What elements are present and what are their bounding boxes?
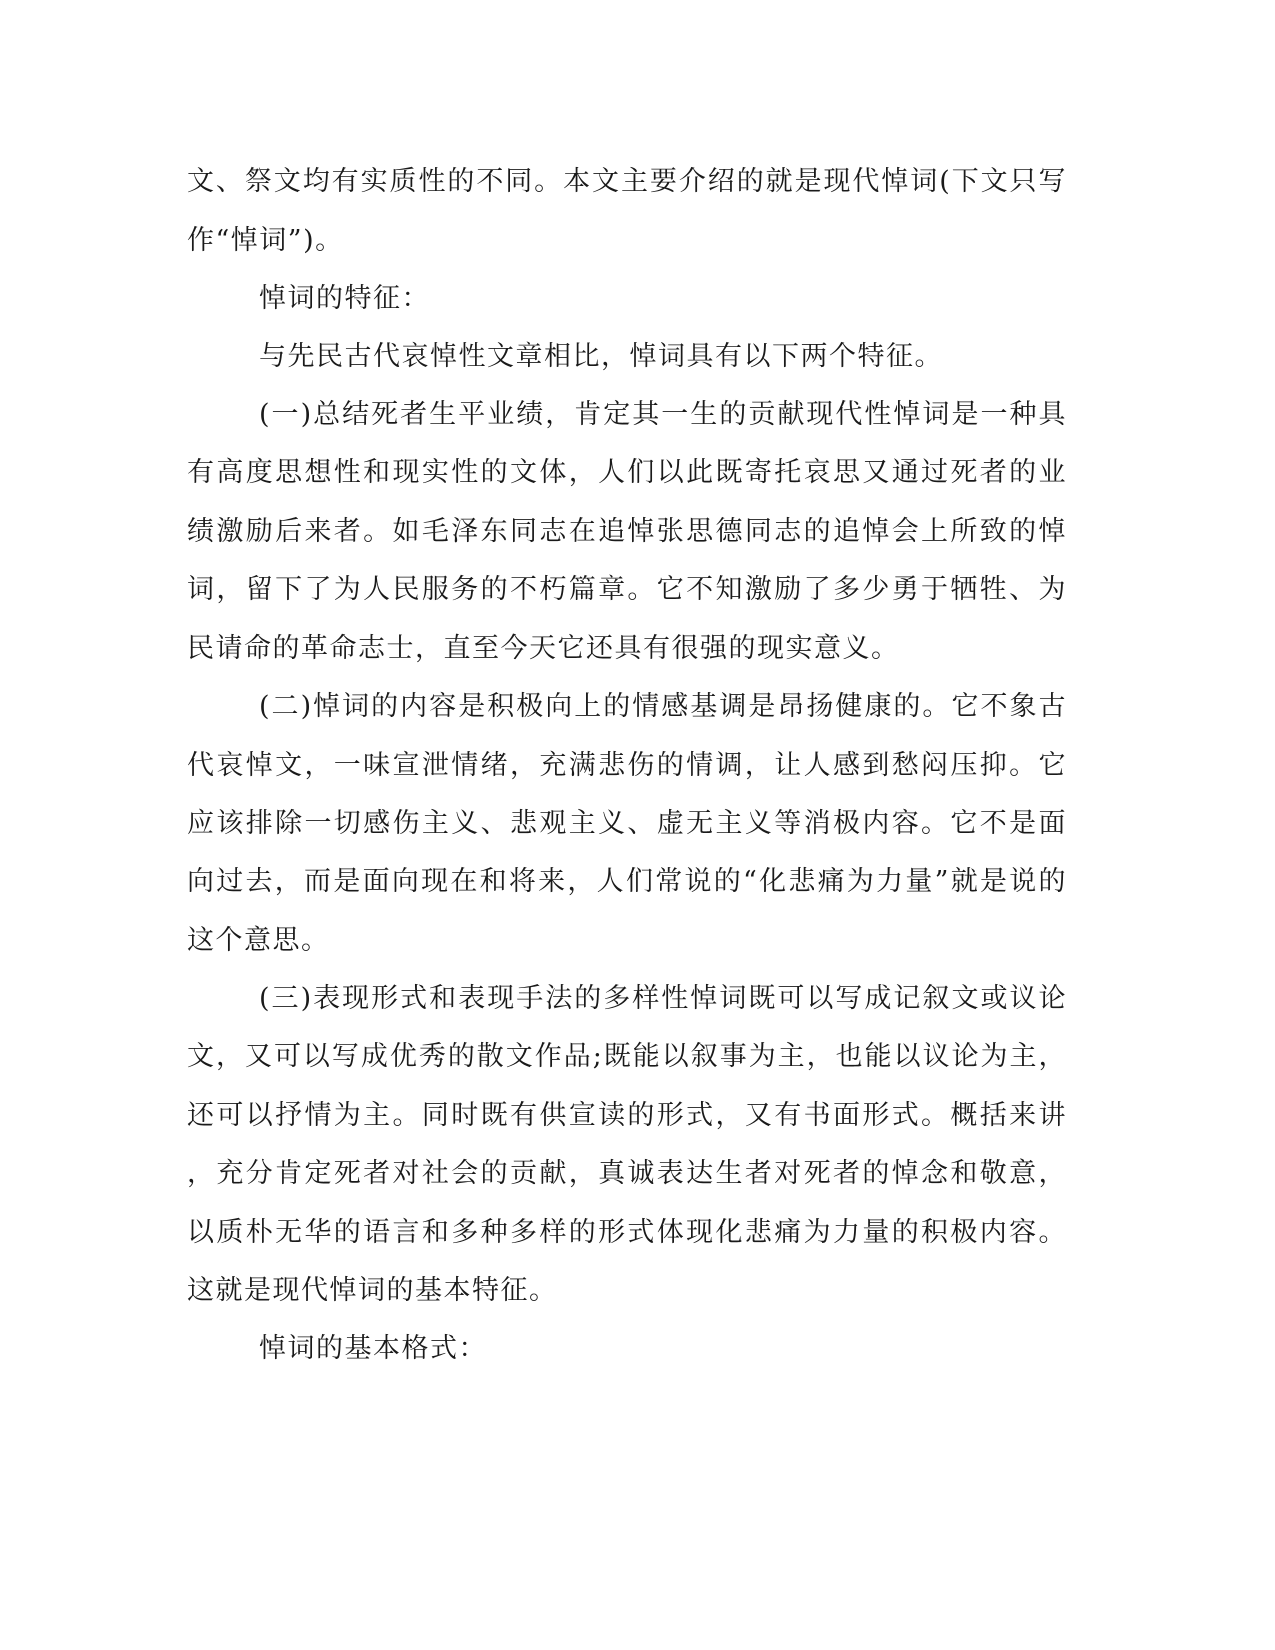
text-line: (三)表现形式和表现手法的多样性悼词既可以写成记叙文或议论 — [259, 983, 1067, 1014]
text-line: 有高度思想性和现实性的文体，人们以此既寄托哀思又通过死者的业 — [187, 457, 1067, 488]
text-line: ，充分肯定死者对社会的贡献，真诚表达生者对死者的悼念和敬意， — [187, 1158, 1067, 1189]
text-line: 文、祭文均有实质性的不同。本文主要介绍的就是现代悼词(下文只写 — [187, 166, 1067, 197]
text-line: 这就是现代悼词的基本特征。 — [187, 1275, 558, 1306]
text-line: 这个意思。 — [187, 925, 330, 956]
section-heading: 悼词的基本格式： — [259, 1333, 487, 1364]
text-line: 民请命的革命志士，直至今天它还具有很强的现实意义。 — [187, 633, 900, 664]
text-line: 以质朴无华的语言和多种多样的形式体现化悲痛为力量的积极内容。 — [187, 1217, 1067, 1248]
text-line: 应该排除一切感伤主义、悲观主义、虚无主义等消极内容。它不是面 — [187, 808, 1067, 839]
text-line: 代哀悼文，一味宣泄情绪，充满悲伤的情调，让人感到愁闷压抑。它 — [187, 750, 1067, 781]
text-line: 词，留下了为人民服务的不朽篇章。它不知激励了多少勇于牺牲、为 — [187, 574, 1067, 605]
text-line: 文，又可以写成优秀的散文作品;既能以叙事为主，也能以议论为主， — [187, 1041, 1067, 1072]
section-heading: 悼词的特征： — [259, 283, 430, 314]
text-line: (一)总结死者生平业绩，肯定其一生的贡献现代性悼词是一种具 — [259, 399, 1067, 430]
text-line: 还可以抒情为主。同时既有供宣读的形式，又有书面形式。概括来讲 — [187, 1100, 1067, 1131]
text-line: (二)悼词的内容是积极向上的情感基调是昂扬健康的。它不象古 — [259, 691, 1067, 722]
text-line: 向过去，而是面向现在和将来，人们常说的“化悲痛为力量”就是说的 — [187, 866, 1067, 897]
text-line: 绩激励后来者。如毛泽东同志在追悼张思德同志的追悼会上所致的悼 — [187, 516, 1067, 547]
text-line: 作“悼词”)。 — [187, 225, 344, 256]
text-line: 与先民古代哀悼性文章相比，悼词具有以下两个特征。 — [259, 341, 943, 372]
